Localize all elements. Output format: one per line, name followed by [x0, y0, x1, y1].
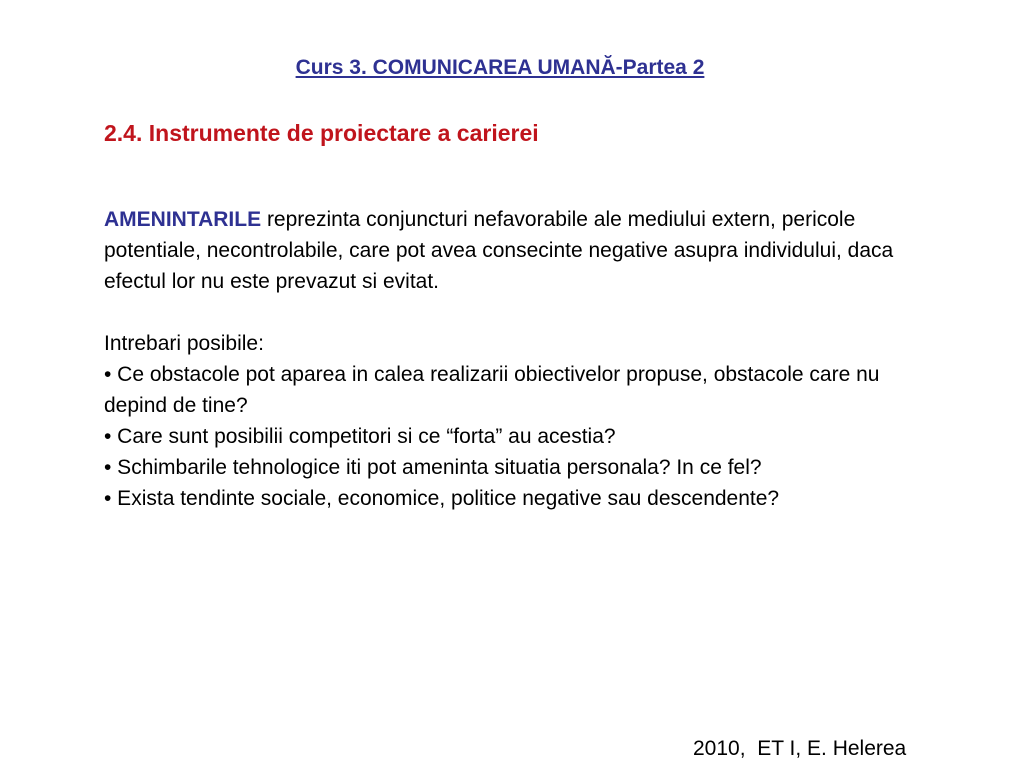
course-title-text: Curs 3. COMUNICAREA UMANĂ-Partea 2: [295, 56, 705, 79]
definition-text: reprezinta conjuncturi nefavorabile ale mediului extern, pericole potentiale, necontrolabile, care pot avea consecinte negative asupra individului, daca efectul lor nu este prevazut si evitat.: [104, 208, 894, 293]
slide-body: [104, 204, 894, 514]
question-item-3: • Schimbarile tehnologice iti pot ameninta situatia personala? In ce fel?: [104, 456, 762, 479]
question-item-4: • Exista tendinte sociale, economice, politice negative sau descendente?: [104, 487, 780, 510]
questions-intro: Intrebari posibile:: [104, 332, 264, 355]
slide-footer: 2010, ET I, E. Helerea: [693, 737, 907, 760]
section-heading: 2.4. Instrumente de proiectare a carierei: [104, 120, 539, 146]
course-title: [0, 54, 1000, 82]
definition-term: AMENINTARILE: [104, 208, 262, 231]
paragraph-spacer: [104, 297, 894, 328]
definition-paragraph: [104, 204, 894, 297]
question-item-2: • Care sunt posibilii competitori si ce “forta” au acestia?: [104, 425, 616, 448]
question-item-1: • Ce obstacole pot aparea in calea realizarii obiectivelor propuse, obstacole care nu depind de tine?: [104, 363, 880, 417]
